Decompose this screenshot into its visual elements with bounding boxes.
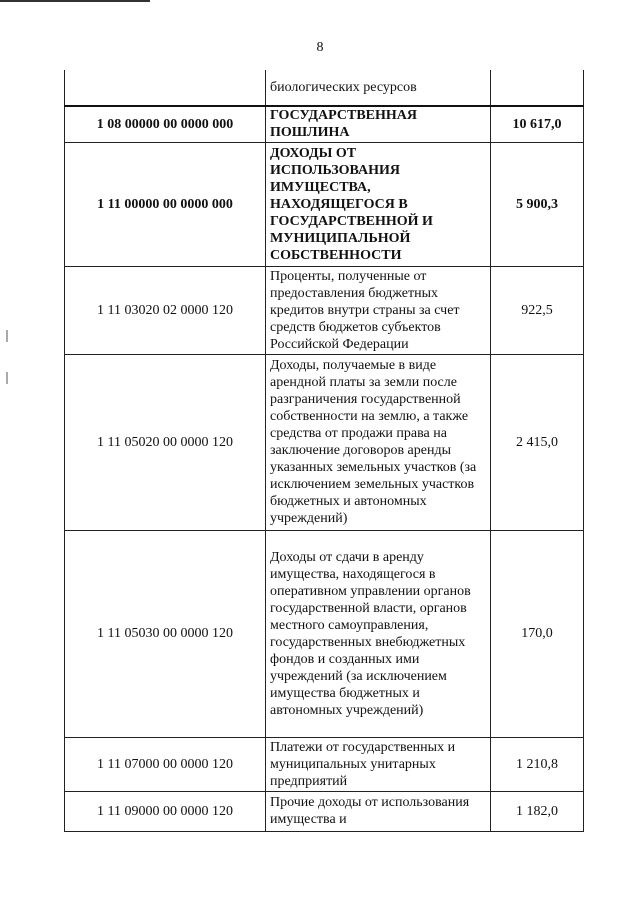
margin-mark <box>6 372 8 384</box>
revenue-name: ДОХОДЫ ОТ ИСПОЛЬЗОВАНИЯ ИМУЩЕСТВА, НАХОДЯЩЕГОСЯ В ГОСУДАРСТВЕННОЙ И МУНИЦИПАЛЬНОЙ СОБСТВЕННОСТИ <box>266 142 491 266</box>
table-row <box>65 530 584 737</box>
budget-code: 1 11 07000 00 0000 120 <box>65 737 266 791</box>
amount: 5 900,3 <box>491 142 584 266</box>
table-row <box>65 266 584 354</box>
amount: 922,5 <box>491 266 584 354</box>
budget-table <box>64 70 584 832</box>
revenue-name: Проценты, полученные от предоставления бюджетных кредитов внутри страны за счет средств бюджетов субъектов Российской Федерации <box>266 266 491 354</box>
revenue-name: Прочие доходы от использования имущества и <box>266 791 491 831</box>
revenue-name: биологических ресурсов <box>266 70 491 106</box>
table-row <box>65 354 584 530</box>
table-row <box>65 737 584 791</box>
amount <box>491 70 584 106</box>
table-row <box>65 70 584 106</box>
budget-code: 1 08 00000 00 0000 000 <box>65 106 266 142</box>
amount: 1 210,8 <box>491 737 584 791</box>
amount: 1 182,0 <box>491 791 584 831</box>
amount: 170,0 <box>491 530 584 737</box>
budget-code: 1 11 03020 02 0000 120 <box>65 266 266 354</box>
amount: 10 617,0 <box>491 106 584 142</box>
table-row <box>65 106 584 142</box>
page-number: 8 <box>316 40 324 55</box>
budget-code: 1 11 05020 00 0000 120 <box>65 354 266 530</box>
budget-code: 1 11 05030 00 0000 120 <box>65 530 266 737</box>
margin-mark <box>6 330 8 342</box>
revenue-name: Доходы, получаемые в виде арендной платы за земли после разграничения государственной собственности на землю, а также средства от продажи права на заключение договоров аренды указанных земельных участков (за исключением земельных участков бюджетных и автономных учреждений) <box>266 354 491 530</box>
revenue-name: ГОСУДАРСТВЕННАЯ ПОШЛИНА <box>266 106 491 142</box>
revenue-name: Доходы от сдачи в аренду имущества, находящегося в оперативном управлении органов государственной власти, органов местного самоуправления, государственных внебюджетных фондов и созданных ими учреждений (за исключением имущества бюджетных и автономных учреждений) <box>266 530 491 737</box>
revenue-name: Платежи от государственных и муниципальных унитарных предприятий <box>266 737 491 791</box>
budget-code <box>65 70 266 106</box>
budget-code: 1 11 00000 00 0000 000 <box>65 142 266 266</box>
table-row <box>65 791 584 831</box>
top-rule <box>0 0 150 2</box>
amount: 2 415,0 <box>491 354 584 530</box>
table-row <box>65 142 584 266</box>
budget-code: 1 11 09000 00 0000 120 <box>65 791 266 831</box>
